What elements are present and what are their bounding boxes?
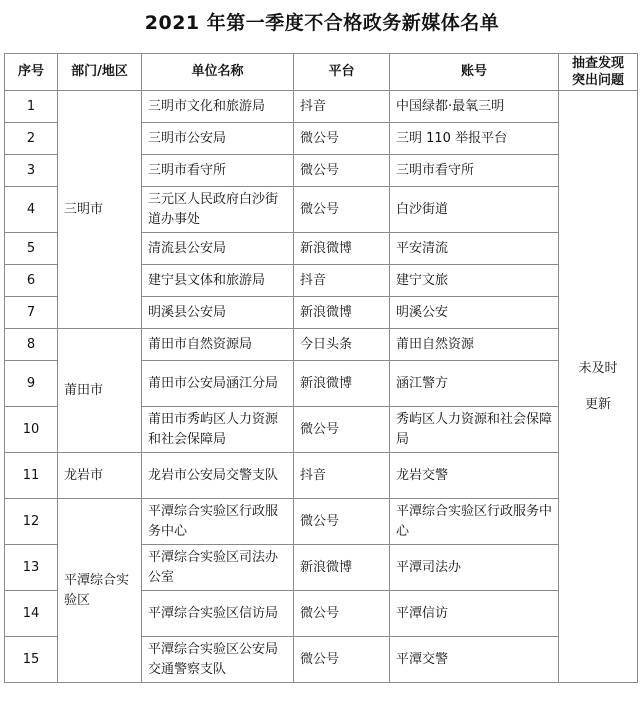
account: 三明 110 举报平台 (390, 123, 559, 155)
row-number: 11 (5, 453, 58, 499)
header-problem-line1: 抽查发现 (571, 56, 624, 71)
region-cell: 莆田市 (58, 329, 142, 453)
platform: 微公号 (294, 123, 390, 155)
platform: 微公号 (294, 407, 390, 453)
unit-name: 龙岩市公安局交警支队 (142, 453, 294, 499)
header-unit: 单位名称 (142, 54, 294, 91)
row-number: 3 (5, 155, 58, 187)
region-cell: 三明市 (58, 91, 142, 329)
account: 平安清流 (390, 233, 559, 265)
platform: 今日头条 (294, 329, 390, 361)
header-platform: 平台 (294, 54, 390, 91)
account: 平潭交警 (390, 637, 559, 683)
header-problem (559, 54, 638, 91)
table-row (5, 329, 638, 361)
platform: 新浪微博 (294, 361, 390, 407)
account: 白沙街道 (390, 187, 559, 233)
platform: 新浪微博 (294, 545, 390, 591)
unit-name: 三明市看守所 (142, 155, 294, 187)
row-number: 13 (5, 545, 58, 591)
unit-name: 平潭综合实验区公安局交通警察支队 (142, 637, 294, 683)
unit-name: 明溪县公安局 (142, 297, 294, 329)
unit-name: 莆田市公安局涵江分局 (142, 361, 294, 407)
header-index: 序号 (5, 54, 58, 91)
header-row (5, 54, 638, 91)
problem-cell (559, 91, 638, 683)
unit-name: 清流县公安局 (142, 233, 294, 265)
platform: 微公号 (294, 187, 390, 233)
row-number: 8 (5, 329, 58, 361)
row-number: 12 (5, 499, 58, 545)
table-row (5, 499, 638, 545)
unit-name: 三元区人民政府白沙街道办事处 (142, 187, 294, 233)
problem-line2: 更新 (584, 396, 611, 412)
row-number: 9 (5, 361, 58, 407)
row-number: 5 (5, 233, 58, 265)
unit-name: 平潭综合实验区行政服务中心 (142, 499, 294, 545)
account: 莆田自然资源 (390, 329, 559, 361)
row-number: 7 (5, 297, 58, 329)
row-number: 6 (5, 265, 58, 297)
account: 平潭综合实验区行政服务中心 (390, 499, 559, 545)
unit-name: 莆田市秀屿区人力资源和社会保障局 (142, 407, 294, 453)
unit-name: 三明市公安局 (142, 123, 294, 155)
platform: 微公号 (294, 637, 390, 683)
row-number: 1 (5, 91, 58, 123)
unit-name: 平潭综合实验区信访局 (142, 591, 294, 637)
unit-name: 建宁县文体和旅游局 (142, 265, 294, 297)
row-number: 4 (5, 187, 58, 233)
header-problem-line2: 突出问题 (571, 73, 624, 88)
unit-name: 三明市文化和旅游局 (142, 91, 294, 123)
account: 龙岩交警 (390, 453, 559, 499)
header-dept: 部门/地区 (58, 54, 142, 91)
table-row (5, 91, 638, 123)
row-number: 14 (5, 591, 58, 637)
account: 秀屿区人力资源和社会保障局 (390, 407, 559, 453)
row-number: 10 (5, 407, 58, 453)
region-cell: 龙岩市 (58, 453, 142, 499)
platform: 微公号 (294, 155, 390, 187)
account: 明溪公安 (390, 297, 559, 329)
platform: 新浪微博 (294, 297, 390, 329)
unit-name: 平潭综合实验区司法办公室 (142, 545, 294, 591)
platform: 抖音 (294, 91, 390, 123)
account: 建宁文旅 (390, 265, 559, 297)
platform: 抖音 (294, 265, 390, 297)
media-table (4, 53, 638, 683)
page-title: 2021 年第一季度不合格政务新媒体名单 (144, 12, 500, 34)
account: 三明市看守所 (390, 155, 559, 187)
unit-name: 莆田市自然资源局 (142, 329, 294, 361)
row-number: 15 (5, 637, 58, 683)
table-row (5, 453, 638, 499)
platform: 抖音 (294, 453, 390, 499)
account: 中国绿都·最氧三明 (390, 91, 559, 123)
platform: 微公号 (294, 591, 390, 637)
header-account: 账号 (390, 54, 559, 91)
account: 涵江警方 (390, 361, 559, 407)
problem-line1: 未及时 (578, 360, 618, 376)
row-number: 2 (5, 123, 58, 155)
account: 平潭司法办 (390, 545, 559, 591)
platform: 微公号 (294, 499, 390, 545)
account: 平潭信访 (390, 591, 559, 637)
region-cell: 平潭综合实验区 (58, 499, 142, 683)
platform: 新浪微博 (294, 233, 390, 265)
